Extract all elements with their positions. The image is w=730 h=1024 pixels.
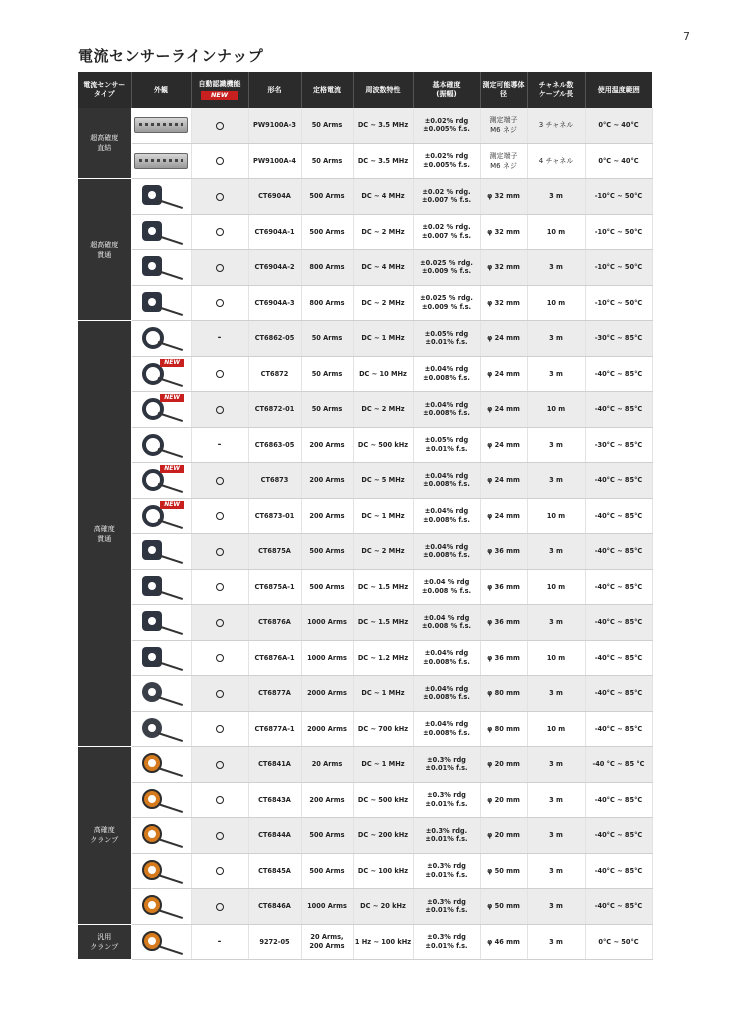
rated-current-cell: 500 Arms xyxy=(301,853,353,889)
frequency-cell: DC ~ 700 kHz xyxy=(353,711,413,747)
channels-cell: 10 m xyxy=(527,498,585,534)
channels-cell: 10 m xyxy=(527,392,585,428)
table-row xyxy=(78,818,652,854)
temperature-cell: -10°C ~ 50°C xyxy=(585,179,652,215)
accuracy-cell: ±0.04% rdg ±0.008% f.s. xyxy=(413,711,480,747)
rated-current-cell: 500 Arms xyxy=(301,569,353,605)
product-photo xyxy=(131,605,191,641)
conductor-cell: φ 50 mm xyxy=(480,853,527,889)
channels-cell: 3 m xyxy=(527,605,585,641)
circle-icon xyxy=(216,761,224,769)
accuracy-cell: ±0.05% rdg ±0.01% f.s. xyxy=(413,427,480,463)
table-row xyxy=(78,747,652,783)
conductor-cell: φ 32 mm xyxy=(480,250,527,286)
circle-icon xyxy=(216,654,224,662)
rated-current-cell: 200 Arms xyxy=(301,782,353,818)
auto-detect-cell xyxy=(191,356,248,392)
channels-cell: 10 m xyxy=(527,569,585,605)
conductor-cell: φ 24 mm xyxy=(480,356,527,392)
channels-cell: 3 m xyxy=(527,427,585,463)
product-photo xyxy=(131,356,191,392)
model-cell: CT6841A xyxy=(248,747,301,783)
temperature-cell: -40°C ~ 85°C xyxy=(585,534,652,570)
table-row xyxy=(78,889,652,925)
table-body xyxy=(78,108,652,960)
auto-detect-cell xyxy=(191,108,248,143)
auto-detect-cell xyxy=(191,321,248,357)
model-cell: CT6843A xyxy=(248,782,301,818)
channels-cell: 3 m xyxy=(527,250,585,286)
table-row xyxy=(78,143,652,179)
auto-detect-cell xyxy=(191,818,248,854)
product-photo xyxy=(131,285,191,321)
auto-detect-cell xyxy=(191,179,248,215)
new-badge: NEW xyxy=(201,91,238,100)
circle-icon xyxy=(216,477,224,485)
product-photo xyxy=(131,569,191,605)
conductor-cell: φ 32 mm xyxy=(480,285,527,321)
accuracy-cell: ±0.04% rdg ±0.008% f.s. xyxy=(413,676,480,712)
frequency-cell: DC ~ 3.5 MHz xyxy=(353,143,413,179)
product-photo xyxy=(131,214,191,250)
frequency-cell: DC ~ 3.5 MHz xyxy=(353,108,413,143)
circle-icon xyxy=(216,299,224,307)
circle-icon xyxy=(216,512,224,520)
auto-detect-cell xyxy=(191,640,248,676)
conductor-cell: φ 24 mm xyxy=(480,463,527,499)
temperature-cell: -40°C ~ 85°C xyxy=(585,605,652,641)
rated-current-cell: 50 Arms xyxy=(301,356,353,392)
channels-cell: 3 m xyxy=(527,676,585,712)
product-photo xyxy=(131,250,191,286)
rated-current-cell: 50 Arms xyxy=(301,108,353,143)
conductor-cell: φ 24 mm xyxy=(480,392,527,428)
model-cell: PW9100A-3 xyxy=(248,108,301,143)
table-row xyxy=(78,534,652,570)
rated-current-cell: 800 Arms xyxy=(301,285,353,321)
conductor-cell: φ 20 mm xyxy=(480,747,527,783)
header-model: 形名 xyxy=(248,72,301,108)
frequency-cell: DC ~ 5 MHz xyxy=(353,463,413,499)
channels-cell: 3 m xyxy=(527,179,585,215)
table-row xyxy=(78,356,652,392)
product-photo xyxy=(131,924,191,960)
table-row xyxy=(78,924,652,960)
auto-detect-cell xyxy=(191,605,248,641)
accuracy-cell: ±0.04 % rdg ±0.008 % f.s. xyxy=(413,569,480,605)
frequency-cell: DC ~ 1.2 MHz xyxy=(353,640,413,676)
product-photo xyxy=(131,747,191,783)
conductor-cell: φ 36 mm xyxy=(480,640,527,676)
conductor-cell: φ 80 mm xyxy=(480,676,527,712)
header-auto-detect: 自動認識機能 NEW xyxy=(191,72,248,108)
new-badge: NEW xyxy=(160,465,184,473)
auto-detect-cell xyxy=(191,782,248,818)
temperature-cell: -40°C ~ 85°C xyxy=(585,853,652,889)
rated-current-cell: 50 Arms xyxy=(301,392,353,428)
circle-icon xyxy=(216,832,224,840)
header-rated-current: 定格電流 xyxy=(301,72,353,108)
rated-current-cell: 200 Arms xyxy=(301,427,353,463)
temperature-cell: -40°C ~ 85°C xyxy=(585,498,652,534)
conductor-cell: φ 20 mm xyxy=(480,818,527,854)
auto-detect-cell xyxy=(191,143,248,179)
accuracy-cell: ±0.02 % rdg. ±0.007 % f.s. xyxy=(413,179,480,215)
conductor-cell: φ 36 mm xyxy=(480,605,527,641)
product-photo xyxy=(131,640,191,676)
accuracy-cell: ±0.3% rdg. ±0.01% f.s. xyxy=(413,818,480,854)
model-cell: CT6904A-3 xyxy=(248,285,301,321)
temperature-cell: -40°C ~ 85°C xyxy=(585,711,652,747)
table-row xyxy=(78,285,652,321)
table-row xyxy=(78,321,652,357)
header-frequency: 周波数特性 xyxy=(353,72,413,108)
product-photo xyxy=(131,498,191,534)
rated-current-cell: 20 Arms xyxy=(301,747,353,783)
table-row xyxy=(78,853,652,889)
temperature-cell: -40°C ~ 85°C xyxy=(585,782,652,818)
product-photo xyxy=(131,782,191,818)
channels-cell: 3 m xyxy=(527,889,585,925)
conductor-cell: φ 36 mm xyxy=(480,569,527,605)
circle-icon xyxy=(216,583,224,591)
temperature-cell: -10°C ~ 50°C xyxy=(585,214,652,250)
table-row xyxy=(78,463,652,499)
conductor-cell: φ 36 mm xyxy=(480,534,527,570)
table-row xyxy=(78,569,652,605)
channels-cell: 10 m xyxy=(527,640,585,676)
model-cell: CT6876A-1 xyxy=(248,640,301,676)
page-number: 7 xyxy=(683,30,690,43)
rated-current-cell: 20 Arms, 200 Arms xyxy=(301,924,353,960)
accuracy-cell: ±0.025 % rdg. ±0.009 % f.s. xyxy=(413,285,480,321)
product-photo xyxy=(131,676,191,712)
model-cell: CT6846A xyxy=(248,889,301,925)
table-row xyxy=(78,108,652,143)
group-label: 汎用 クランプ xyxy=(78,924,131,960)
temperature-cell: -40°C ~ 85°C xyxy=(585,356,652,392)
accuracy-cell: ±0.04% rdg ±0.008% f.s. xyxy=(413,392,480,428)
product-photo xyxy=(131,321,191,357)
auto-detect-cell xyxy=(191,250,248,286)
frequency-cell: DC ~ 500 kHz xyxy=(353,782,413,818)
temperature-cell: -40°C ~ 85°C xyxy=(585,889,652,925)
temperature-cell: -40°C ~ 85°C xyxy=(585,569,652,605)
frequency-cell: DC ~ 1 MHz xyxy=(353,321,413,357)
auto-detect-cell xyxy=(191,498,248,534)
accuracy-cell: ±0.3% rdg ±0.01% f.s. xyxy=(413,924,480,960)
accuracy-cell: ±0.02% rdg ±0.005% f.s. xyxy=(413,108,480,143)
channels-cell: 4 チャネル xyxy=(527,143,585,179)
dash-mark: - xyxy=(217,439,222,450)
accuracy-cell: ±0.02 % rdg. ±0.007 % f.s. xyxy=(413,214,480,250)
rated-current-cell: 500 Arms xyxy=(301,214,353,250)
group-label: 高確度 貫通 xyxy=(78,321,131,747)
frequency-cell: DC ~ 200 kHz xyxy=(353,818,413,854)
frequency-cell: DC ~ 2 MHz xyxy=(353,214,413,250)
circle-icon xyxy=(216,264,224,272)
channels-cell: 3 m xyxy=(527,818,585,854)
frequency-cell: DC ~ 500 kHz xyxy=(353,427,413,463)
table-row xyxy=(78,605,652,641)
accuracy-cell: ±0.04% rdg ±0.008% f.s. xyxy=(413,463,480,499)
channels-cell: 3 m xyxy=(527,534,585,570)
product-photo xyxy=(131,179,191,215)
table-row xyxy=(78,214,652,250)
model-cell: CT6873 xyxy=(248,463,301,499)
frequency-cell: DC ~ 20 kHz xyxy=(353,889,413,925)
frequency-cell: DC ~ 2 MHz xyxy=(353,285,413,321)
auto-detect-cell xyxy=(191,463,248,499)
accuracy-cell: ±0.02% rdg ±0.005% f.s. xyxy=(413,143,480,179)
circle-icon xyxy=(216,548,224,556)
dash-mark: - xyxy=(217,936,222,947)
model-cell: 9272-05 xyxy=(248,924,301,960)
conductor-cell: φ 46 mm xyxy=(480,924,527,960)
product-photo xyxy=(131,427,191,463)
frequency-cell: DC ~ 1.5 MHz xyxy=(353,605,413,641)
model-cell: CT6904A-2 xyxy=(248,250,301,286)
table-header-row xyxy=(78,72,652,108)
model-cell: CT6872 xyxy=(248,356,301,392)
new-badge: NEW xyxy=(160,359,184,367)
conductor-cell: φ 24 mm xyxy=(480,427,527,463)
product-photo xyxy=(131,463,191,499)
conductor-cell: φ 24 mm xyxy=(480,321,527,357)
group-label: 超高確度 直結 xyxy=(78,108,131,179)
conductor-cell: φ 32 mm xyxy=(480,214,527,250)
accuracy-cell: ±0.3% rdg ±0.01% f.s. xyxy=(413,782,480,818)
frequency-cell: DC ~ 1 MHz xyxy=(353,498,413,534)
table-row xyxy=(78,676,652,712)
circle-icon xyxy=(216,796,224,804)
table-row xyxy=(78,640,652,676)
temperature-cell: -30°C ~ 85°C xyxy=(585,427,652,463)
table-row xyxy=(78,427,652,463)
conductor-cell: φ 32 mm xyxy=(480,179,527,215)
product-photo xyxy=(131,853,191,889)
product-photo xyxy=(131,534,191,570)
frequency-cell: DC ~ 2 MHz xyxy=(353,534,413,570)
table-row xyxy=(78,250,652,286)
frequency-cell: DC ~ 4 MHz xyxy=(353,250,413,286)
temperature-cell: -40°C ~ 85°C xyxy=(585,640,652,676)
model-cell: CT6862-05 xyxy=(248,321,301,357)
frequency-cell: DC ~ 100 kHz xyxy=(353,853,413,889)
circle-icon xyxy=(216,228,224,236)
temperature-cell: 0°C ~ 40°C xyxy=(585,143,652,179)
channels-cell: 3 m xyxy=(527,356,585,392)
auto-detect-cell xyxy=(191,676,248,712)
rated-current-cell: 1000 Arms xyxy=(301,889,353,925)
conductor-cell: φ 80 mm xyxy=(480,711,527,747)
rated-current-cell: 1000 Arms xyxy=(301,605,353,641)
frequency-cell: DC ~ 1 MHz xyxy=(353,747,413,783)
circle-icon xyxy=(216,619,224,627)
header-conductor: 測定可能導体 径 xyxy=(480,72,527,108)
product-photo xyxy=(131,711,191,747)
conductor-cell: φ 24 mm xyxy=(480,498,527,534)
temperature-cell: 0°C ~ 50°C xyxy=(585,924,652,960)
circle-icon xyxy=(216,867,224,875)
channels-cell: 3 m xyxy=(527,782,585,818)
table-row xyxy=(78,392,652,428)
conductor-cell: 測定端子 M6 ネジ xyxy=(480,143,527,179)
circle-icon xyxy=(216,903,224,911)
rated-current-cell: 500 Arms xyxy=(301,818,353,854)
accuracy-cell: ±0.04% rdg ±0.008% f.s. xyxy=(413,534,480,570)
model-cell: CT6875A xyxy=(248,534,301,570)
circle-icon xyxy=(216,157,224,165)
temperature-cell: -40°C ~ 85°C xyxy=(585,463,652,499)
accuracy-cell: ±0.04% rdg ±0.008% f.s. xyxy=(413,640,480,676)
new-badge: NEW xyxy=(160,394,184,402)
rated-current-cell: 50 Arms xyxy=(301,321,353,357)
conductor-cell: φ 20 mm xyxy=(480,782,527,818)
temperature-cell: -40°C ~ 85°C xyxy=(585,392,652,428)
table-row xyxy=(78,782,652,818)
rated-current-cell: 50 Arms xyxy=(301,143,353,179)
channels-cell: 3 チャネル xyxy=(527,108,585,143)
auto-detect-cell xyxy=(191,853,248,889)
model-cell: CT6877A-1 xyxy=(248,711,301,747)
rated-current-cell: 200 Arms xyxy=(301,498,353,534)
header-accuracy: 基本確度 (振幅) xyxy=(413,72,480,108)
table-row xyxy=(78,711,652,747)
dash-mark: - xyxy=(217,333,222,344)
temperature-cell: 0°C ~ 40°C xyxy=(585,108,652,143)
model-cell: PW9100A-4 xyxy=(248,143,301,179)
accuracy-cell: ±0.3% rdg ±0.01% f.s. xyxy=(413,747,480,783)
frequency-cell: DC ~ 10 MHz xyxy=(353,356,413,392)
accuracy-cell: ±0.3% rdg ±0.01% f.s. xyxy=(413,889,480,925)
channels-cell: 3 m xyxy=(527,853,585,889)
accuracy-cell: ±0.04% rdg ±0.008% f.s. xyxy=(413,498,480,534)
auto-detect-cell xyxy=(191,427,248,463)
auto-detect-cell xyxy=(191,285,248,321)
auto-detect-cell xyxy=(191,747,248,783)
accuracy-cell: ±0.3% rdg ±0.01% f.s. xyxy=(413,853,480,889)
channels-cell: 10 m xyxy=(527,285,585,321)
model-cell: CT6877A xyxy=(248,676,301,712)
temperature-cell: -30°C ~ 85°C xyxy=(585,321,652,357)
circle-icon xyxy=(216,122,224,130)
channels-cell: 3 m xyxy=(527,924,585,960)
page-title: 電流センサーラインナップ xyxy=(78,47,264,65)
rated-current-cell: 2000 Arms xyxy=(301,711,353,747)
model-cell: CT6875A-1 xyxy=(248,569,301,605)
channels-cell: 10 m xyxy=(527,214,585,250)
product-photo xyxy=(131,108,191,143)
group-label: 超高確度 貫通 xyxy=(78,179,131,321)
auto-detect-cell xyxy=(191,214,248,250)
auto-detect-cell xyxy=(191,711,248,747)
model-cell: CT6844A xyxy=(248,818,301,854)
table-row xyxy=(78,179,652,215)
product-photo xyxy=(131,143,191,179)
accuracy-cell: ±0.04 % rdg ±0.008 % f.s. xyxy=(413,605,480,641)
accuracy-cell: ±0.05% rdg ±0.01% f.s. xyxy=(413,321,480,357)
circle-icon xyxy=(216,690,224,698)
circle-icon xyxy=(216,406,224,414)
frequency-cell: DC ~ 2 MHz xyxy=(353,392,413,428)
rated-current-cell: 800 Arms xyxy=(301,250,353,286)
auto-detect-cell xyxy=(191,889,248,925)
product-photo xyxy=(131,392,191,428)
model-cell: CT6845A xyxy=(248,853,301,889)
circle-icon xyxy=(216,725,224,733)
temperature-cell: -40°C ~ 85°C xyxy=(585,676,652,712)
product-photo xyxy=(131,889,191,925)
model-cell: CT6872-01 xyxy=(248,392,301,428)
frequency-cell: DC ~ 4 MHz xyxy=(353,179,413,215)
auto-detect-cell xyxy=(191,534,248,570)
header-type: 電流センサー タイプ xyxy=(78,72,131,108)
group-label: 高確度 クランプ xyxy=(78,747,131,925)
frequency-cell: DC ~ 1.5 MHz xyxy=(353,569,413,605)
temperature-cell: -10°C ~ 50°C xyxy=(585,285,652,321)
frequency-cell: DC ~ 1 MHz xyxy=(353,676,413,712)
temperature-cell: -40 °C ~ 85 °C xyxy=(585,747,652,783)
model-cell: CT6904A-1 xyxy=(248,214,301,250)
header-temperature: 使用温度範囲 xyxy=(585,72,652,108)
auto-detect-cell xyxy=(191,392,248,428)
circle-icon xyxy=(216,370,224,378)
channels-cell: 10 m xyxy=(527,711,585,747)
header-appearance: 外観 xyxy=(131,72,191,108)
new-badge: NEW xyxy=(160,501,184,509)
sensor-lineup-table xyxy=(78,72,653,960)
model-cell: CT6876A xyxy=(248,605,301,641)
model-cell: CT6873-01 xyxy=(248,498,301,534)
temperature-cell: -10°C ~ 50°C xyxy=(585,250,652,286)
table-row xyxy=(78,498,652,534)
rated-current-cell: 2000 Arms xyxy=(301,676,353,712)
conductor-cell: φ 50 mm xyxy=(480,889,527,925)
header-channels: チャネル数 ケーブル長 xyxy=(527,72,585,108)
rated-current-cell: 500 Arms xyxy=(301,534,353,570)
accuracy-cell: ±0.025 % rdg. ±0.009 % f.s. xyxy=(413,250,480,286)
rated-current-cell: 500 Arms xyxy=(301,179,353,215)
product-photo xyxy=(131,818,191,854)
model-cell: CT6904A xyxy=(248,179,301,215)
model-cell: CT6863-05 xyxy=(248,427,301,463)
channels-cell: 3 m xyxy=(527,321,585,357)
accuracy-cell: ±0.04% rdg ±0.008% f.s. xyxy=(413,356,480,392)
frequency-cell: 1 Hz ~ 100 kHz xyxy=(353,924,413,960)
conductor-cell: 測定端子 M6 ネジ xyxy=(480,108,527,143)
circle-icon xyxy=(216,193,224,201)
auto-detect-cell xyxy=(191,569,248,605)
channels-cell: 3 m xyxy=(527,463,585,499)
auto-detect-cell xyxy=(191,924,248,960)
rated-current-cell: 200 Arms xyxy=(301,463,353,499)
channels-cell: 3 m xyxy=(527,747,585,783)
temperature-cell: -40°C ~ 85°C xyxy=(585,818,652,854)
rated-current-cell: 1000 Arms xyxy=(301,640,353,676)
